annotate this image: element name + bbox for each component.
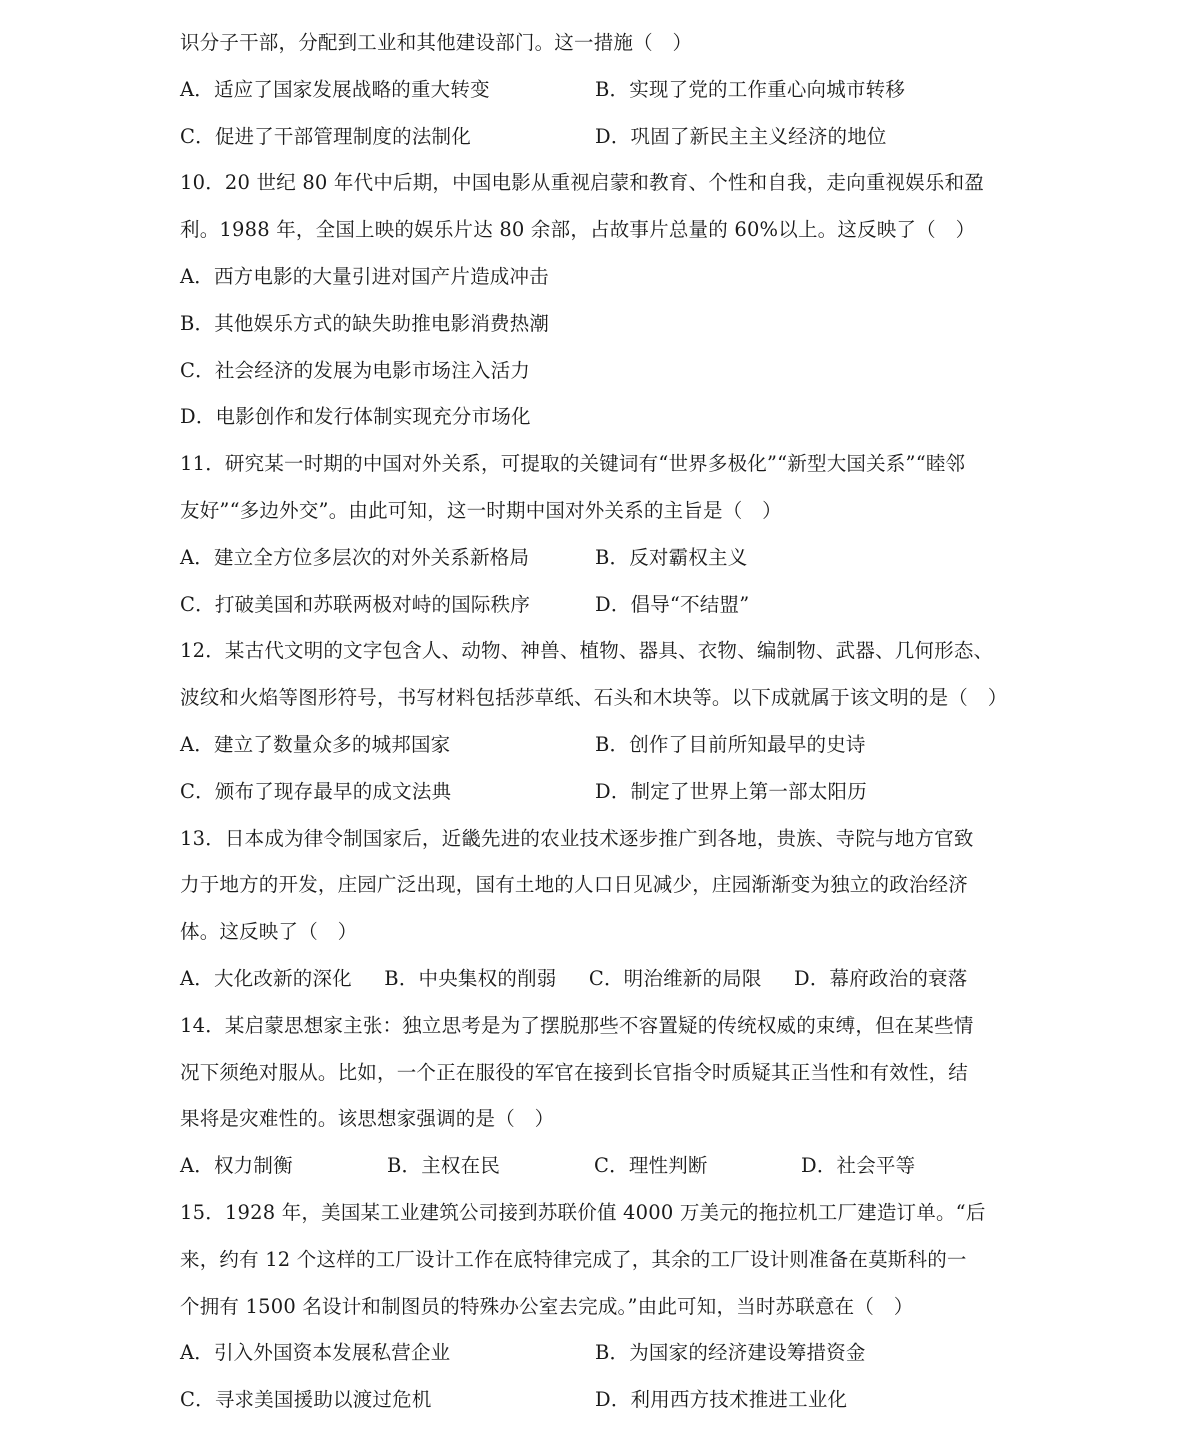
q10-stem-line-2: 利。1988 年，全国上映的娱乐片达 80 余部，占故事片总量的 60%以上。这反映了（ ） [180,218,976,242]
q12-option-b[interactable]: B．创作了目前所知最早的史诗 [595,732,866,756]
q12-stem-line-1: 12．某古代文明的文字包含人、动物、神兽、植物、器具、衣物、编制物、武器、几何形态、 [180,639,994,663]
q10-option-a[interactable]: A．西方电影的大量引进对国产片造成冲击 [180,264,549,288]
q15-option-a[interactable]: A．引入外国资本发展私营企业 [180,1341,451,1365]
q11-option-d[interactable]: D．倡导“不结盟” [595,592,750,616]
q9-options-row-1 [180,67,1020,114]
q15-option-d[interactable]: D．利用西方技术推进工业化 [595,1388,848,1412]
q15-stem-line-1: 15．1928 年，美国某工业建筑公司接到苏联价值 4000 万美元的拖拉机工厂建造订单。“后 [180,1200,986,1224]
q10-option-c[interactable]: C．社会经济的发展为电影市场注入活力 [180,358,531,382]
q13-option-c[interactable]: C．明治维新的局限 [588,966,762,990]
exam-page [180,20,1020,1424]
q11-options-row-1 [180,535,1020,582]
q12-option-d[interactable]: D．制定了世界上第一部太阳历 [595,779,867,803]
q11-option-b[interactable]: B．反对霸权主义 [595,545,748,569]
q14-option-a[interactable]: A．权力制衡 [180,1154,293,1178]
q9-option-c[interactable]: C．促进了干部管理制度的法制化 [180,124,471,148]
q14-option-b[interactable]: B．主权在民 [387,1154,501,1178]
q11-stem-line-1: 11．研究某一时期的中国对外关系，可提取的关键词有“世界多极化”“新型大国关系”“睦邻 [180,452,966,476]
q9-option-a[interactable]: A．适应了国家发展战略的重大转变 [180,77,490,101]
q15-option-b[interactable]: B．为国家的经济建设筹措资金 [595,1341,866,1365]
q14-stem-line-2: 况下须绝对服从。比如，一个正在服役的军官在接到长官指令时质疑其正当性和有效性，结 [180,1060,969,1084]
q12-option-c[interactable]: C．颁布了现存最早的成文法典 [180,779,452,803]
q10-option-d[interactable]: D．电影创作和发行体制实现充分市场化 [180,405,531,429]
q9-option-b[interactable]: B．实现了党的工作重心向城市转移 [595,77,906,101]
q12-stem-line-2: 波纹和火焰等图形符号，书写材料包括莎草纸、石头和木块等。以下成就属于该文明的是（ ） [180,686,1008,710]
q12-options-row-2 [180,769,1020,816]
q13-options-row [180,956,1020,1003]
q12-options-row-1 [180,722,1020,769]
q14-options-row [180,1143,1020,1190]
q15-options-row-1 [180,1330,1020,1377]
q15-stem-line-3: 个拥有 1500 名设计和制图员的特殊办公室去完成。”由此可知，当时苏联意在（ ） [180,1294,914,1318]
q13-stem-line-3: 体。这反映了（ ） [180,920,358,944]
q14-stem-line-1: 14．某启蒙思想家主张：独立思考是为了摆脱那些不容置疑的传统权威的束缚，但在某些情 [180,1013,974,1037]
q14-option-c[interactable]: C．理性判断 [594,1154,708,1178]
q13-option-d[interactable]: D．幕府政治的衰落 [793,966,968,990]
q9-option-d[interactable]: D．巩固了新民主主义经济的地位 [595,124,887,148]
q14-option-d[interactable]: D．社会平等 [801,1154,916,1178]
q13-stem-line-1: 13．日本成为律令制国家后，近畿先进的农业技术逐步推广到各地，贵族、寺院与地方官致 [180,826,974,850]
q11-stem-line-2: 友好”“多边外交”。由此可知，这一时期中国对外关系的主旨是（ ） [180,498,782,522]
q9-stem-continuation: 识分子干部，分配到工业和其他建设部门。这一措施（ ） [180,31,693,54]
q15-stem-line-2: 来，约有 12 个这样的工厂设计工作在底特律完成了，其余的工厂设计则准备在莫斯科的一 [180,1247,967,1271]
q12-option-a[interactable]: A．建立了数量众多的城邦国家 [180,732,451,756]
q10-stem-line-1: 10．20 世纪 80 年代中后期，中国电影从重视启蒙和教育、个性和自我，走向重视娱乐和盈 [180,171,985,195]
q13-stem-line-2: 力于地方的开发，庄园广泛出现，国有土地的人口日见减少，庄园渐渐变为独立的政治经济 [180,873,969,897]
q15-options-row-2 [180,1377,1020,1424]
q11-option-a[interactable]: A．建立全方位多层次的对外关系新格局 [180,545,530,569]
q11-options-row-2 [180,582,1020,629]
q15-option-c[interactable]: C．寻求美国援助以渡过危机 [180,1388,432,1412]
q11-option-c[interactable]: C．打破美国和苏联两极对峙的国际秩序 [180,592,531,616]
q14-stem-line-3: 果将是灾难性的。该思想家强调的是（ ） [180,1107,555,1131]
q10-option-b[interactable]: B．其他娱乐方式的缺失助推电影消费热潮 [180,311,550,335]
q9-options-row-2 [180,114,1020,161]
q13-option-a[interactable]: A．大化改新的深化 [180,966,352,990]
q13-option-b[interactable]: B．中央集权的削弱 [384,966,557,990]
